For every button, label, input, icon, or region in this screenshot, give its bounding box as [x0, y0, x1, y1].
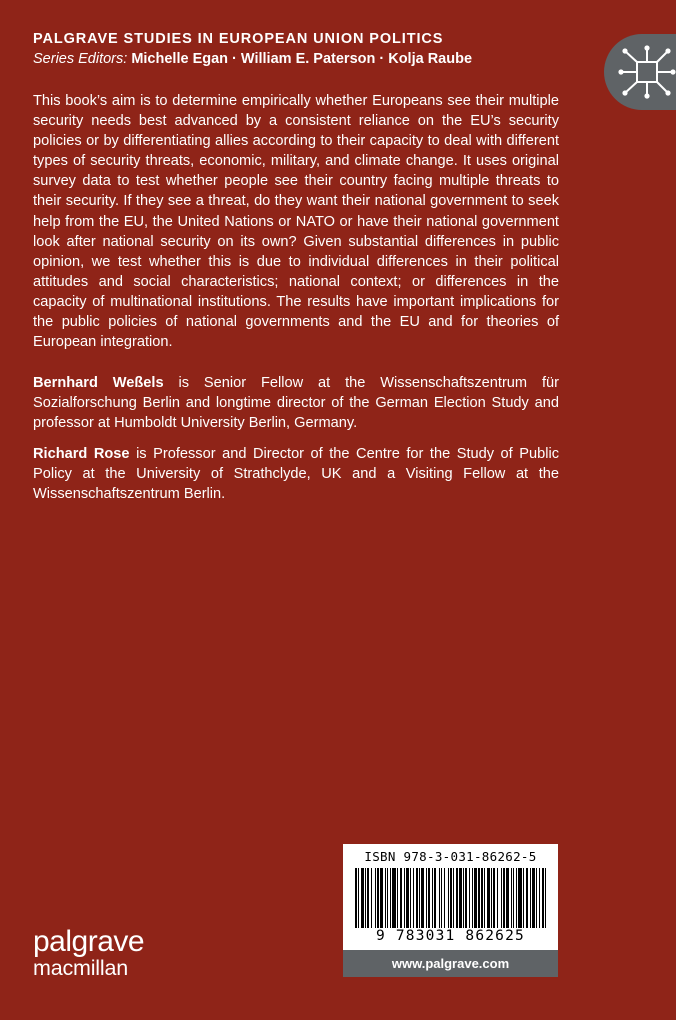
publisher-url[interactable]: www.palgrave.com: [343, 950, 558, 977]
series-editors-names: Michelle Egan · William E. Paterson · Kolja Raube: [131, 51, 473, 67]
springer-nature-badge: [604, 34, 676, 110]
barcode-bars: [355, 868, 546, 928]
author-bio-text: is Senior Fellow at the Wissenschaftszentrum für Sozialforschung Berlin and longtime director of the German Election Study and professor at Humboldt University Berlin, Germany.: [33, 375, 559, 432]
series-editors: [33, 51, 472, 67]
springer-nature-network-icon: [618, 44, 676, 100]
barcode-digits: 9 783031 862625: [376, 928, 525, 944]
series-title: PALGRAVE STUDIES IN EUROPEAN UNION POLITICS: [33, 31, 444, 47]
logo-line-palgrave: palgrave: [33, 925, 145, 958]
series-editors-label: Series Editors:: [33, 51, 128, 67]
isbn-barcode: [343, 844, 558, 950]
isbn-label: ISBN 978-3-031-86262-5: [364, 849, 537, 864]
book-description: This book’s aim is to determine empirically whether Europeans see their multiple security needs best advanced by a consistent reliance on the EU’s security policies or by differentiating allies according to their capacity to deal with different types of security threats, economic, military, and climate change. It uses original survey data to test whether people see their country facing multiple threats to their security. If they see a threat, do they want their national government to seek help from the EU, the United Nations or NATO or have their national government look after national security on its own? Given substantial differences in public opinion, we test whether this is due to individual differences in their political attitudes and social characteristics; national context; or differences in the capacity of multinational institutions. The results have important implications for the public policies of national governments and the EU and for theories of European integration.: [33, 93, 559, 351]
logo-line-macmillan: macmillan: [33, 956, 128, 980]
author-bio-rose: [33, 444, 559, 504]
author-name: Bernhard Weßels: [33, 375, 164, 391]
palgrave-macmillan-logo: [33, 925, 145, 982]
author-name: Richard Rose: [33, 446, 130, 462]
author-bio-text: is Professor and Director of the Centre for the Study of Public Policy at the University of Strathclyde, UK and a Visiting Fellow at the Wissenschaftszentrum Berlin.: [33, 446, 559, 503]
author-bio-wessels: [33, 373, 559, 433]
